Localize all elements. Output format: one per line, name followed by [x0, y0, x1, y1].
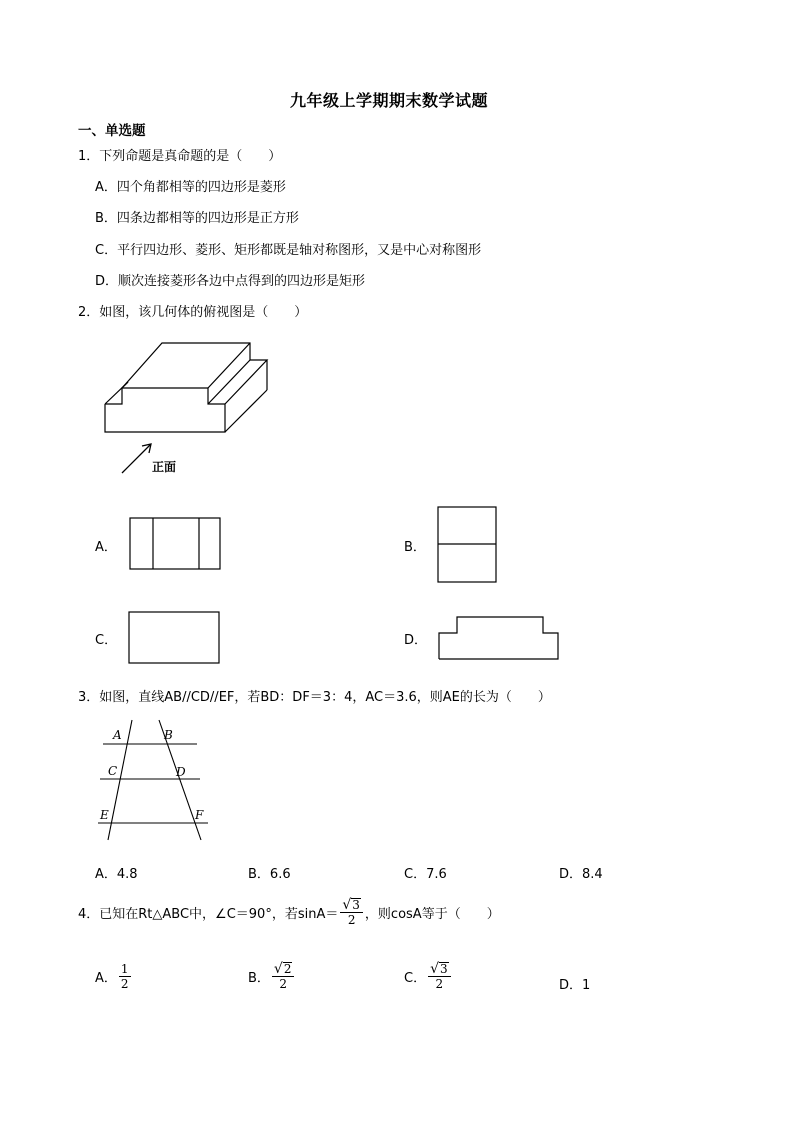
q3-label-f: F	[195, 808, 204, 822]
q2-option-d-label[interactable]: D．	[404, 633, 428, 648]
sqrt-icon: √	[430, 961, 439, 977]
q3-label-a: A	[113, 728, 122, 742]
q3-label-c: C	[108, 764, 118, 778]
q2-option-b-figure[interactable]	[437, 506, 497, 583]
q4-stem-fraction	[340, 898, 363, 927]
q4-stem-pre: 4．已知在Rt△ABC中，∠C＝90°，若sinA＝	[78, 907, 339, 922]
q4-c-num: 3	[440, 962, 448, 976]
q4-stem-frac-num: 3	[352, 898, 360, 912]
q1-option-b[interactable]: B．四条边都相等的四边形是正方形	[95, 211, 299, 226]
q2-option-c-label[interactable]: C．	[95, 633, 118, 648]
q4-a-den: 2	[120, 977, 129, 991]
q1-option-d[interactable]: D．顺次连接菱形各边中点得到的四边形是矩形	[95, 274, 366, 289]
q3-option-b[interactable]: B．6.6	[248, 867, 291, 882]
q2-option-d-figure[interactable]	[438, 615, 560, 660]
q1-stem: 1．下列命题是真命题的是（ ）	[78, 149, 282, 164]
q2-solid-figure	[100, 338, 270, 438]
q2-stem: 2．如图，该几何体的俯视图是（ ）	[78, 305, 308, 320]
q4-a-num: 1	[120, 962, 129, 976]
q3-parallel-lines-figure	[95, 718, 210, 843]
q4-stem-post: ，则cosA等于（ ）	[364, 907, 500, 922]
q2-option-c-figure[interactable]	[128, 611, 220, 664]
q4-option-c-prefix: C．	[404, 971, 427, 986]
sqrt-icon: √	[273, 961, 283, 977]
q4-option-b-prefix: B．	[248, 971, 270, 986]
q4-stem-frac-den: 2	[347, 913, 356, 927]
page-title: 九年级上学期期末数学试题	[290, 91, 489, 110]
q3-label-d: D	[176, 765, 186, 779]
q3-label-b: B	[164, 728, 173, 742]
q4-c-den: 2	[435, 977, 444, 991]
q3-option-d[interactable]: D．8.4	[559, 867, 603, 882]
q3-label-e: E	[100, 808, 109, 822]
q4-option-a[interactable]	[95, 962, 133, 991]
q4-option-a-fraction	[119, 962, 131, 991]
q2-option-a-figure[interactable]	[129, 517, 221, 570]
q4-option-d[interactable]: D．1	[559, 978, 591, 993]
q1-option-c[interactable]: C．平行四边形、菱形、矩形都既是轴对称图形，又是中心对称图形	[95, 243, 482, 258]
q1-option-a[interactable]: A．四个角都相等的四边形是菱形	[95, 180, 286, 195]
q4-option-b[interactable]	[248, 962, 296, 991]
front-label: 正面	[152, 460, 177, 474]
section-heading: 一、单选题	[78, 123, 146, 139]
q3-stem: 3．如图，直线AB//CD//EF，若BD：DF＝3：4，AC＝3.6，则AE的长为（ ）	[78, 690, 551, 705]
q4-option-c[interactable]	[404, 962, 453, 991]
q4-option-a-prefix: A．	[95, 971, 117, 986]
q3-option-a[interactable]: A．4.8	[95, 867, 138, 882]
q4-stem	[78, 898, 500, 927]
q2-option-a-label[interactable]: A．	[95, 540, 117, 555]
q4-b-den: 2	[279, 977, 288, 991]
q4-b-num: 2	[283, 962, 292, 976]
q3-option-c[interactable]: C．7.6	[404, 867, 447, 882]
sqrt-icon: √	[342, 897, 352, 913]
q4-option-c-fraction	[428, 962, 451, 991]
q4-option-b-fraction	[272, 962, 295, 991]
q2-option-b-label[interactable]: B．	[404, 540, 426, 555]
